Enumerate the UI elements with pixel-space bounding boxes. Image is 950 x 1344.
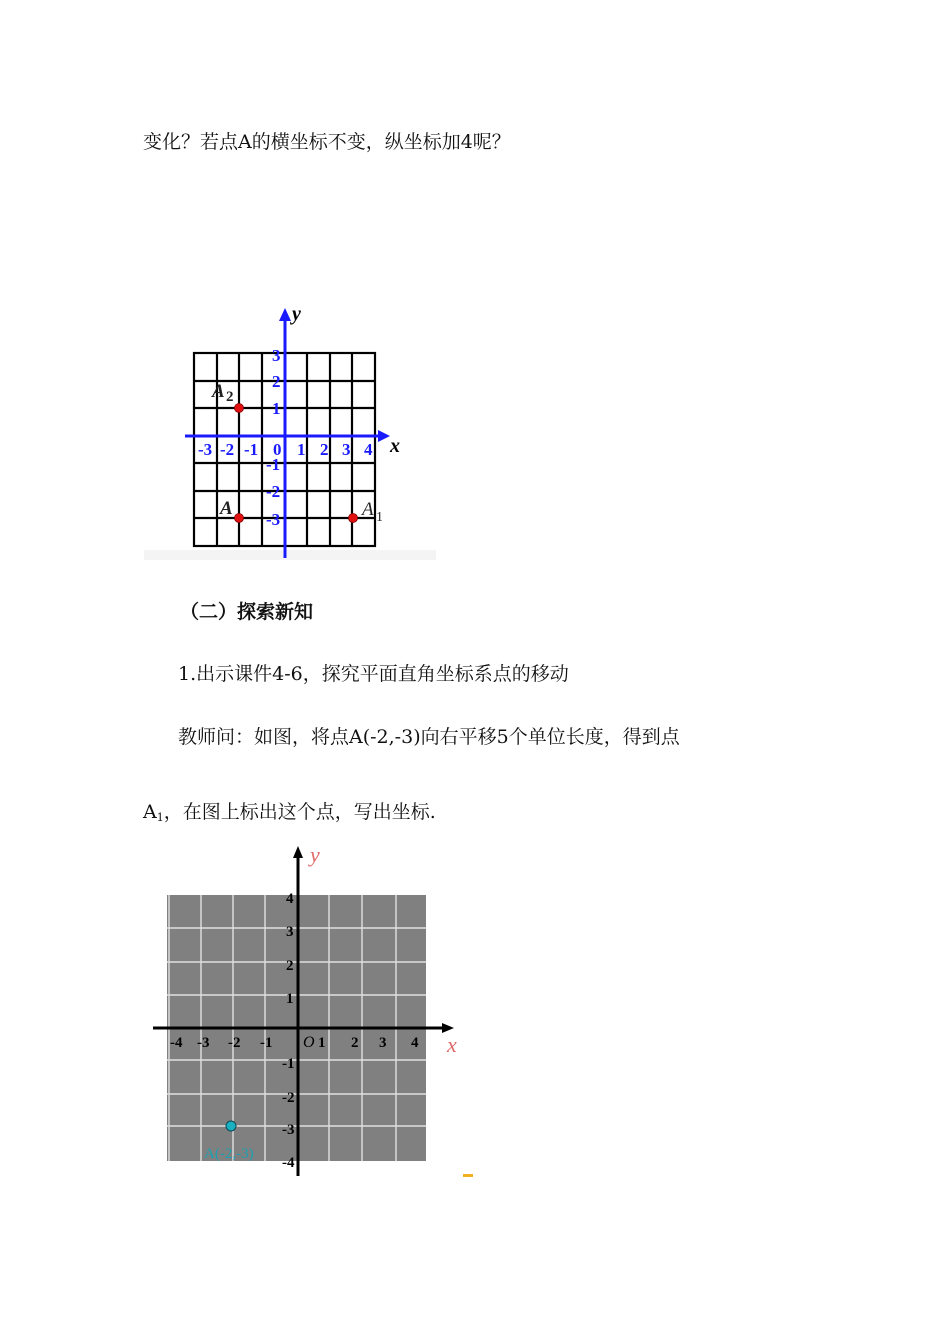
origin-label: O — [303, 1034, 315, 1051]
svg-text:0: 0 — [273, 440, 282, 459]
svg-text:4: 4 — [411, 1035, 419, 1051]
svg-text:-4: -4 — [170, 1035, 183, 1051]
svg-text:1: 1 — [286, 991, 294, 1007]
svg-text:2: 2 — [351, 1035, 359, 1051]
svg-text:3: 3 — [272, 346, 281, 365]
svg-text:-3: -3 — [198, 440, 213, 459]
svg-text:-3: -3 — [266, 510, 281, 529]
svg-text:A: A — [362, 499, 374, 520]
paragraph-text: 变化？若点A的横坐标不变，纵坐标加4呢？ — [143, 131, 511, 153]
svg-text:-2: -2 — [220, 440, 235, 459]
svg-text:1: 1 — [297, 440, 306, 459]
svg-text:1: 1 — [318, 1035, 326, 1051]
svg-text:2: 2 — [272, 372, 281, 391]
section-heading: （二）探索新知 — [180, 601, 314, 623]
svg-text:4: 4 — [364, 440, 373, 459]
list-item-1: 1.出示课件4-6，探究平面直角坐标系点的移动 — [178, 663, 569, 685]
svg-text:-2: -2 — [266, 482, 281, 501]
svg-text:A: A — [212, 381, 225, 402]
svg-text:A(-2,-3): A(-2,-3) — [204, 1146, 254, 1162]
svg-text:2: 2 — [320, 440, 329, 459]
svg-text:2: 2 — [226, 389, 234, 405]
x-axis-label: x — [390, 435, 400, 457]
svg-text:-1: -1 — [266, 455, 281, 474]
svg-text:4: 4 — [286, 891, 294, 907]
coordinate-figure-1 — [140, 300, 440, 562]
coordinate-figure-2 — [140, 840, 490, 1190]
svg-text:3: 3 — [342, 440, 351, 459]
y-axis-label: y — [292, 303, 301, 325]
svg-text:-1: -1 — [244, 440, 259, 459]
svg-text:1: 1 — [376, 510, 383, 525]
svg-text:-2: -2 — [228, 1035, 241, 1051]
svg-text:A: A — [220, 498, 233, 519]
teacher-question-line-1: 教师问：如图，将点A(-2,-3)向右平移5个单位长度，得到点 — [178, 726, 680, 748]
teacher-question-line-2: $A_1$，在图上标出这个点，写出坐标. — [143, 801, 436, 824]
decorative-mark — [463, 1174, 473, 1177]
svg-text:2: 2 — [286, 958, 294, 974]
y-axis-label: y — [310, 842, 320, 867]
svg-text:3: 3 — [286, 924, 294, 940]
svg-text:3: 3 — [379, 1035, 387, 1051]
svg-text:-4: -4 — [282, 1155, 295, 1171]
x-axis-label: x — [447, 1032, 457, 1057]
svg-text:-1: -1 — [282, 1056, 295, 1072]
svg-text:-2: -2 — [282, 1090, 295, 1106]
svg-text:1: 1 — [272, 399, 281, 418]
svg-text:-3: -3 — [282, 1122, 295, 1138]
svg-text:-1: -1 — [260, 1035, 273, 1051]
svg-text:-3: -3 — [197, 1035, 210, 1051]
